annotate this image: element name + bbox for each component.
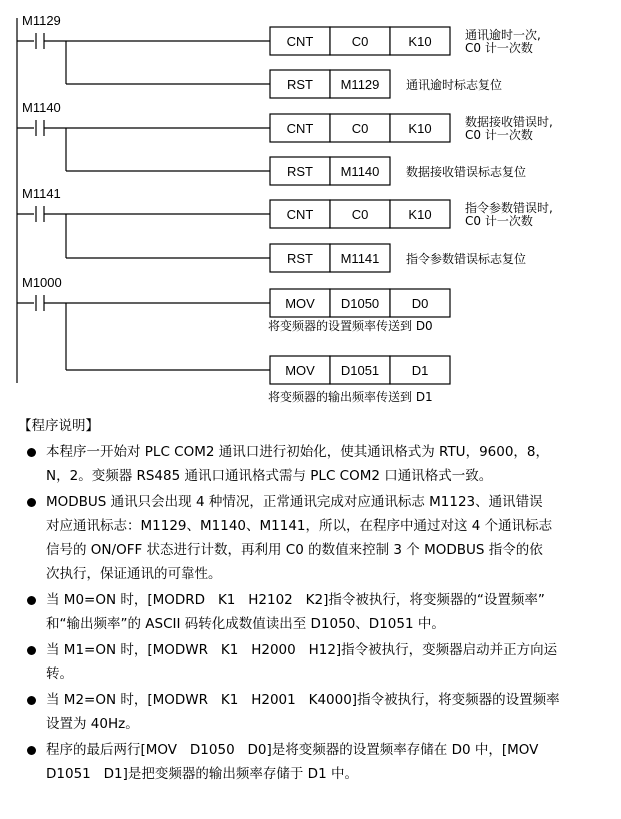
instruction-operand: K10: [408, 207, 432, 222]
bullet-dot-icon: [27, 646, 36, 655]
explanation-item: [18, 490, 608, 586]
instruction-operand: K10: [408, 34, 432, 49]
explanation-line: 对应通讯标志：M1129、M1140、M1141，所以，在程序中通过对这 4 个通讯标志: [46, 518, 553, 534]
contact-label: M1129: [22, 13, 61, 28]
instruction-operand: CNT: [286, 34, 314, 49]
explanation-list: [18, 440, 608, 786]
contact-label: M1141: [22, 186, 61, 201]
explanation-line: 设置为 40Hz。: [46, 716, 139, 732]
explanation-line: N，2。变频器 RS485 通讯口通讯格式需与 PLC COM2 口通讯格式一致。: [46, 468, 493, 484]
instruction-operand: RST: [287, 251, 313, 266]
rung-comment: 将变频器的设置频率传送到 D0: [268, 319, 433, 333]
explanation-line: 本程序一开始对 PLC COM2 通讯口进行初始化，使其通讯格式为 RTU，9600，8，: [46, 444, 550, 460]
contact-label: M1140: [22, 100, 61, 115]
explanation-line: MODBUS 通讯只会出现 4 种情况，正常通讯完成对应通讯标志 M1123、通讯错误: [46, 494, 543, 510]
instruction-operand: C0: [351, 121, 369, 136]
instruction-operand: D1050: [340, 296, 380, 311]
rung-comment: 指令参数错误标志复位: [406, 252, 527, 266]
instruction-operand: MOV: [285, 296, 315, 311]
instruction-operand: CNT: [286, 207, 314, 222]
instruction-operand: MOV: [285, 363, 315, 378]
instruction-operand: CNT: [286, 121, 314, 136]
explanation-line: 转。: [46, 666, 73, 682]
instruction-operand: C0: [351, 207, 369, 222]
instruction-operand: M1140: [340, 164, 380, 179]
contact-label: M1000: [22, 275, 62, 290]
instruction-operand: M1141: [340, 251, 380, 266]
explanation-item: [18, 440, 608, 488]
explanation-line: 和“输出频率”的 ASCII 码转化成数值读出至 D1050、D1051 中。: [46, 616, 445, 632]
bullet-dot-icon: [27, 448, 36, 457]
bullet-dot-icon: [27, 746, 36, 755]
instruction-operand: RST: [287, 164, 313, 179]
explanation-line: 信号的 ON/OFF 状态进行计数，再利用 C0 的数值来控制 3 个 MODBUS 指令的依: [46, 542, 543, 558]
instruction-operand: D0: [411, 296, 429, 311]
instruction-operand: RST: [287, 77, 313, 92]
explanation-line: D1051 D1]是把变频器的输出频率存储于 D1 中。: [46, 766, 358, 782]
rung-comment: 数据接收错误标志复位: [406, 165, 527, 179]
rung-comment: 指令参数错误时,: [465, 201, 553, 215]
instruction-operand: M1129: [340, 77, 380, 92]
rung-comment: C0 计一次数: [465, 41, 533, 55]
bullet-dot-icon: [27, 596, 36, 605]
explanation-heading: 【程序说明】: [18, 418, 99, 434]
program-explanation: [18, 414, 608, 788]
rung-comment: 通讯逾时标志复位: [406, 78, 503, 92]
rung-comment: 将变频器的输出频率传送到 D1: [268, 390, 433, 404]
explanation-line: 当 M0=ON 时，[MODRD K1 H2102 K2]指令被执行，将变频器的“设置频率”: [46, 592, 545, 608]
rung-comment: 数据接收错误时,: [465, 115, 553, 129]
rung-comment: C0 计一次数: [465, 128, 533, 142]
instruction-operand: D1051: [340, 363, 380, 378]
instruction-operand: C0: [351, 34, 369, 49]
bullet-dot-icon: [27, 498, 36, 507]
rung-comment: C0 计一次数: [465, 214, 533, 228]
explanation-item: [18, 738, 608, 786]
explanation-line: 当 M1=ON 时，[MODWR K1 H2000 H12]指令被执行，变频器启动并正方向运: [46, 642, 558, 658]
explanation-item: [18, 588, 608, 636]
rung-comment: 通讯逾时一次,: [465, 28, 541, 42]
bullet-dot-icon: [27, 696, 36, 705]
explanation-line: 次执行，保证通讯的可靠性。: [46, 566, 222, 582]
explanation-line: 程序的最后两行[MOV D1050 D0]是将变频器的设置频率存储在 D0 中，[MOV: [46, 742, 539, 758]
instruction-operand: K10: [408, 121, 432, 136]
explanation-item: [18, 688, 608, 736]
explanation-line: 当 M2=ON 时，[MODWR K1 H2001 K4000]指令被执行，将变频器的设置频率: [46, 692, 560, 708]
explanation-item: [18, 638, 608, 686]
instruction-operand: D1: [411, 363, 429, 378]
